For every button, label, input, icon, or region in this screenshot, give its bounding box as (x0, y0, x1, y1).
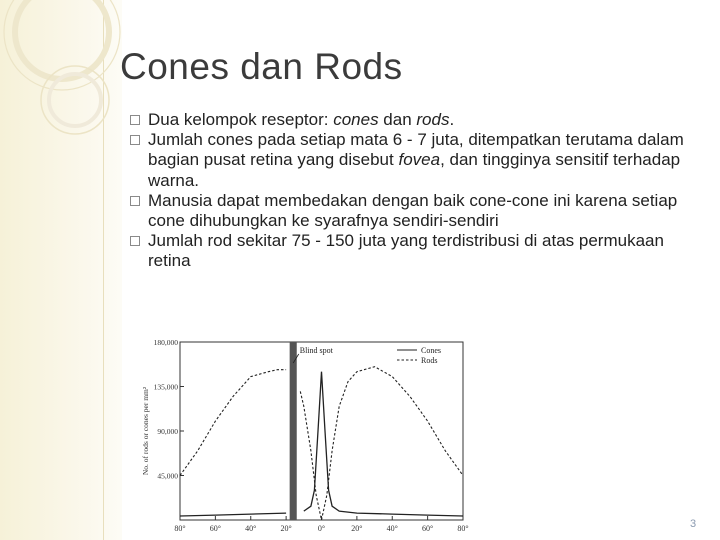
bullet-text: dan (378, 110, 417, 129)
bullet-text: Manusia dapat membedakan dengan baik cone-cone ini karena setiap cone dihubungkan ke syarafnya sendiri-sendiri (148, 190, 678, 231)
bullet-item (130, 110, 710, 130)
bullet-text: cones (333, 110, 379, 129)
blind-spot-band (290, 342, 297, 520)
x-tick-label: 60° (209, 524, 221, 533)
x-tick-label: 60° (422, 524, 434, 533)
blind-spot-annotation: Blind spot (299, 346, 333, 355)
x-tick-label: 40° (245, 524, 257, 533)
x-tick-label: 80° (174, 524, 186, 533)
x-tick-label: 0° (317, 524, 326, 533)
y-axis-label: No. of rods or cones per mm² (141, 386, 150, 476)
legend-label: Rods (421, 356, 438, 365)
x-tick-label: 80° (457, 524, 469, 533)
slide-title: Cones dan Rods (120, 46, 403, 87)
y-tick-label: 45,000 (157, 471, 178, 481)
bullet-item (130, 130, 710, 191)
checkbox-bullet-icon (130, 115, 140, 125)
plot-frame (180, 342, 463, 520)
bullet-text: Dua kelompok reseptor: (148, 110, 334, 129)
bullet-item (130, 231, 710, 271)
checkbox-bullet-icon (130, 135, 140, 145)
bullet-text: , dan tingginya sensitif terhadap warna. (148, 150, 681, 190)
bullet-text: rods (416, 110, 450, 129)
x-tick-label: 20° (280, 524, 292, 533)
bullet-item (130, 191, 710, 231)
cones-series-line (180, 372, 463, 516)
bullet-text: Jumlah rod sekitar 75 - 150 juta yang terdistribusi di atas permukaan retina (148, 231, 664, 271)
rods-series-line (180, 367, 463, 520)
y-tick-label: 135,000 (153, 382, 178, 392)
y-tick-label: 180,000 (153, 338, 178, 347)
bullet-list (130, 110, 710, 272)
x-tick-label: 20° (351, 524, 363, 533)
legend-label: Cones (421, 346, 441, 355)
x-tick-label: 40° (386, 524, 398, 533)
bullet-text: . (449, 110, 455, 129)
bullet-text: Jumlah cones pada setiap mata 6 - 7 juta, ditempatkan terutama dalam bagian pusat retina yang disebut (148, 130, 684, 170)
page-number: 3 (690, 518, 697, 530)
cones-rods-density-chart (135, 330, 470, 540)
bullet-text: fovea (398, 150, 441, 170)
checkbox-bullet-icon (130, 236, 140, 246)
checkbox-bullet-icon (130, 196, 140, 206)
y-tick-label: 90,000 (157, 427, 178, 436)
